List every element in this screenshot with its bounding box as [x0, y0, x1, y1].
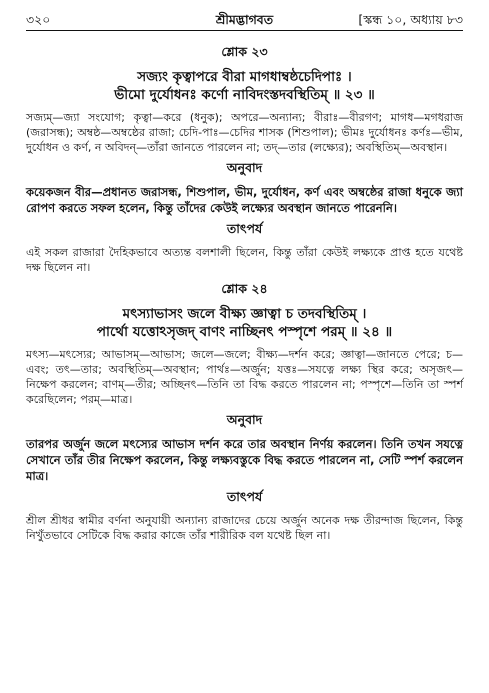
verse-24-heading: শ্লোক ২৪: [221, 281, 268, 296]
verse-24-section: [26, 281, 463, 543]
page-number: ৩২০: [26, 12, 51, 27]
verse-24-purport: শ্রীল শ্রীধর স্বামীর বর্ণনা অনুযায়ী অন্যান্য রাজাদের চেয়ে অর্জুন অনেক দক্ষ তীরন্দাজ ছিলেন, কিন্তু নিখুঁতভাবে সেটিকে বিদ্ধ করার কাজে তাঁর শারীরিক বল যথেষ্ট ছিল না।: [26, 514, 463, 542]
verse-24-translation-heading: অনুবাদ: [226, 412, 263, 427]
verse-23-purport: এই সকল রাজারা দৈহিকভাবে অত্যন্ত বলশালী ছিলেন, কিন্তু তাঁরা কেউই লক্ষ্যকে প্রাপ্ত হতে যথেষ্ট দক্ষ ছিলেন না।: [26, 246, 463, 274]
book-title: শ্রীমদ্ভাগবত: [215, 12, 274, 27]
verse-24-synonyms: মৎস্য—মৎস্যের; আভাসম্—আভাস; জলে—জলে; বীক্ষ্য—দর্শন করে; জ্ঞাত্বা—জানতে পেরে; চ—এবং; তৎ—তার; অবস্থিতিম্—অবস্থান; পার্থঃ—অর্জুন; যত্তঃ—সযত্নে লক্ষ্য স্থির করে; অসৃজৎ—নিক্ষেপ করলেন; বাণম্—তীর; অচ্ছিনৎ—তিনি তা বিদ্ধ করতে পারলেন না; পস্পৃশে—তিনি তা স্পর্শ করেছিলেন; পরম্—মাত্র।: [26, 348, 463, 406]
verse-23-translation: কয়েকজন বীর—প্রধানত জরাসন্ধ, শিশুপাল, ভীম, দুর্যোধন, কর্ণ এবং অম্বষ্ঠের রাজা ধনুকে জ্যা রোপণ করতে সফল হলেন, কিন্তু তাঁদের কেউই লক্ষ্যের অবস্থান জানতে পারেননি।: [26, 185, 463, 215]
verse-23-translation-heading: অনুবাদ: [226, 160, 263, 175]
verse-23-section: [26, 44, 463, 275]
verse-23-synonyms: সজ্যম্—জ্যা সংযোগ; কৃত্বা—করে (ধনুক); অপরে—অন্যান্য; বীরাঃ—বীরগণ; মাগধ—মগধরাজ (জরাসন্ধ); অম্বষ্ঠ—অম্বষ্ঠের রাজা; চেদি-পাঃ—চেদির শাসক (শিশুপাল); ভীমঃ দুর্যোধনঃ কর্ণঃ—ভীম, দুর্যোধন ও কর্ণ, ন অবিদন্—তাঁরা জানতে পারলেন না; তদ্—তার (লক্ষ্যের); অবস্থিতিম্—অবস্থান।: [26, 111, 463, 154]
verse-24-translation: তারপর অর্জুন জলে মৎস্যের আভাস দর্শন করে তার অবস্থান নির্ণয় করলেন। তিনি তখন সযত্নে সেখানে তাঁর তীর নিক্ষেপ করলেন, কিন্তু লক্ষ্যবস্তুকে বিদ্ধ করতে পারলেন না, সেটি স্পর্শ করলেন মাত্র।: [26, 437, 463, 483]
verse-23-text: [26, 68, 463, 104]
page-header: [26, 10, 463, 32]
verse-23-line-2: ভীমো দুর্যোধনঃ কর্ণো নাবিদংস্তদবস্থিতিম্ ॥ ২৩ ॥: [114, 87, 375, 103]
page-content: [26, 40, 463, 549]
verse-24-line-2: পার্থো যত্তোঽসৃজদ্ বাণং নাচ্ছিনৎ পস্পৃশে পরম্ ॥ ২৪ ॥: [96, 324, 393, 340]
verse-23-line-1: সজ্যং কৃত্বাপরে বীরা মাগধাম্বষ্ঠচেদিপাঃ ।: [137, 69, 352, 85]
verse-24-purport-heading: তাৎপর্য: [226, 489, 263, 504]
verse-23-purport-heading: তাৎপর্য: [226, 221, 263, 236]
verse-24-line-1: মৎস্যাভাসং জলে বীক্ষ্য জ্ঞাত্বা চ তদবস্থিতিম্ ।: [122, 306, 367, 322]
chapter-reference: [স্কন্ধ ১০, অধ্যায় ৮৩: [358, 12, 463, 27]
verse-23-heading: শ্লোক ২৩: [221, 44, 268, 59]
verse-24-text: [26, 305, 463, 341]
header-divider: [26, 30, 463, 31]
